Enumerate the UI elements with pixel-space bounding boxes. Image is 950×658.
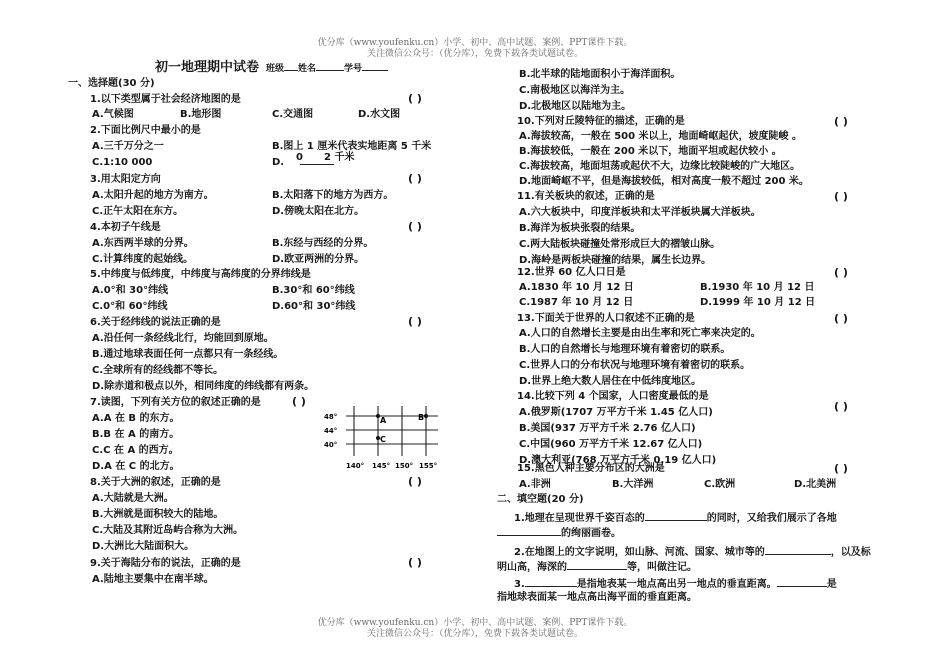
q5-option-b[interactable]: B.30°和 60°纬线: [272, 285, 355, 296]
q14-option-a[interactable]: A.俄罗斯(1707 万平方千米 1.45 亿人口): [519, 407, 713, 418]
q8-option-c[interactable]: C.大陆及其附近岛屿合称为大洲。: [92, 525, 244, 536]
fill-q2-text4: 等，叫做注记。: [627, 562, 697, 573]
q14-option-d[interactable]: D.澳大利亚(768 万平方千米 0.19 亿人口): [519, 455, 717, 466]
fill-q2-line1: [514, 544, 871, 559]
q6-option-a[interactable]: A.沿任何一条经线北行，均能回到原地。: [92, 333, 274, 344]
q6-option-b[interactable]: B.通过地球表面任何一点都只有一条经线。: [92, 349, 284, 360]
q4-option-c[interactable]: C.计算纬度的起始线。: [92, 254, 194, 265]
q1-option-b[interactable]: B.地形图: [180, 109, 222, 120]
q10-stem: 10.下列对丘陵特征的描述，正确的是: [517, 116, 685, 127]
q12-option-b[interactable]: B.1930 年 10 月 12 日: [700, 282, 815, 293]
fill-q3-line1: [514, 576, 837, 591]
q15-stem: 15.黑色人种主要分布区的大洲是: [517, 463, 665, 474]
q9-option-d[interactable]: D.北极地区以陆地为主。: [519, 101, 632, 112]
scale-bar-value: 2 千米: [324, 152, 355, 163]
q4-option-b[interactable]: B.东经与西经的分界。: [272, 238, 374, 249]
watermark-top-line2: 关注微信公众号：（优分库），免费下载各类试题试卷。: [366, 49, 583, 59]
fill-q1-text1: 1.地理在呈现世界千姿百态的: [514, 513, 645, 524]
q12-option-d[interactable]: D.1999 年 10 月 12 日: [700, 297, 816, 308]
fill-q2-blank1[interactable]: [765, 544, 831, 555]
q4-stem: 4.本初子午线是: [90, 222, 161, 233]
section2-heading: 二、填空题(20 分): [497, 494, 584, 505]
q11-option-a[interactable]: A.六大板块中，印度洋板块和太平洋板块属大洋板块。: [519, 207, 761, 218]
q15-option-c[interactable]: C.欧洲: [704, 479, 736, 490]
fill-q1-line2: [497, 525, 621, 540]
q3-option-a[interactable]: A.太阳升起的地方为南方。: [92, 190, 214, 201]
q13-option-b[interactable]: B.人口的自然增长与地理环境有着密切的联系。: [519, 344, 731, 355]
q13-option-d[interactable]: D.世界上绝大数人居住在中低纬度地区。: [519, 376, 702, 387]
q9-option-c[interactable]: C.南极地区以海洋为主。: [519, 85, 631, 96]
q11-stem: 11.有关板块的叙述，正确的是: [517, 191, 655, 202]
point-c-label: C: [380, 435, 386, 444]
fill-q2-line2: [497, 559, 697, 574]
q3-option-b[interactable]: B.太阳落下的地方为西方。: [272, 190, 394, 201]
class-blank[interactable]: [284, 60, 298, 71]
q8-answer-paren[interactable]: ( ): [408, 475, 422, 488]
fill-q2-text3: 明山高，海深的: [497, 562, 567, 573]
fill-q2-text1: 2.在地图上的文字说明，如山脉、河流、国家、城市等的: [514, 547, 765, 558]
q12-answer-paren[interactable]: ( ): [834, 266, 848, 279]
lon-label-150: 150°: [395, 462, 414, 470]
fill-q3-blank1[interactable]: [525, 576, 577, 587]
watermark-bottom-line2: 关注微信公众号：（优分库），免费下载各类试题试卷。: [366, 629, 583, 639]
q10-option-c[interactable]: C.海拔较高，地面坦荡或起伏不大，边缘比较陡峻的广大地区。: [519, 161, 801, 172]
page-title: 初一地理期中试卷: [155, 60, 260, 75]
point-b-label: B: [418, 413, 425, 422]
watermark-bottom-line1: 优分库（www.youfenku.cn）小学、初中、高中试题、案例、PPT课件下载。: [317, 618, 633, 628]
q4-option-d[interactable]: D.欧亚两洲的分界。: [272, 254, 365, 265]
q1-answer-paren[interactable]: ( ): [408, 92, 422, 105]
fill-q1-blank1[interactable]: [645, 510, 707, 521]
name-label: 姓名: [298, 64, 317, 74]
q9-option-b[interactable]: B.北半球的陆地面积小于海洋面积。: [519, 69, 681, 80]
q1-option-d[interactable]: D.水文图: [358, 109, 401, 120]
q3-option-d[interactable]: D.傍晚太阳在北方。: [272, 206, 365, 217]
lat-label-44: 44°: [324, 427, 338, 435]
q2-option-d[interactable]: D.: [272, 157, 285, 168]
name-blank[interactable]: [316, 60, 344, 71]
lon-label-145: 145°: [372, 462, 391, 470]
fill-q2-blank2[interactable]: [567, 559, 627, 570]
q10-option-a[interactable]: A.海拔较高，一般在 500 米以上，地面崎岖起伏，坡度陡峻 。: [519, 131, 803, 142]
q11-option-c[interactable]: C.两大陆板块碰撞处常形成巨大的褶皱山脉。: [519, 239, 721, 250]
fill-q1-text3: 的绚丽画卷。: [561, 528, 621, 539]
fill-q3-blank2[interactable]: [777, 576, 827, 587]
q6-option-c[interactable]: C.全球所有的经线都不等长。: [92, 365, 224, 376]
q6-option-d[interactable]: D.除赤道和极点以外，相同纬度的纬线都有两条。: [92, 381, 315, 392]
student-info: [266, 60, 388, 74]
q8-option-d[interactable]: D.大洲比大陆面积大。: [92, 541, 195, 552]
watermark-top: [0, 38, 950, 60]
q7-stem: 7.读图，下列有关方位的叙述正确的是: [90, 397, 261, 408]
q9-option-a[interactable]: A.陆地主要集中在南半球。: [92, 574, 214, 585]
q12-option-a[interactable]: A.1830 年 10 月 12 日: [519, 282, 634, 293]
watermark-bottom: [0, 618, 950, 640]
q8-option-a[interactable]: A.大陆就是大洲。: [92, 493, 174, 504]
fill-q3-text3: 是: [826, 579, 837, 590]
q5-option-c[interactable]: C.0°和 60°纬线: [92, 301, 168, 312]
q3-answer-paren[interactable]: ( ): [408, 172, 422, 185]
q10-option-b[interactable]: B.海拔较低，一般在 200 米以下，地面平坦或起伏较小 。: [519, 146, 782, 157]
q1-option-c[interactable]: C.交通图: [272, 109, 314, 120]
q3-option-c[interactable]: C.正午太阳在东方。: [92, 206, 184, 217]
q2-option-c[interactable]: C.1:10 000: [92, 157, 153, 168]
q1-stem: 1.以下类型属于社会经济地图的是: [90, 94, 241, 105]
q13-option-c[interactable]: C.世界人口的分布状况与地理环境有着密切的联系。: [519, 360, 751, 371]
q7-option-b[interactable]: B.B 在 A 的南方。: [92, 429, 180, 440]
q7-option-a[interactable]: A.A 在 B 的东方。: [92, 413, 180, 424]
q5-option-a[interactable]: A.0°和 30°纬线: [92, 285, 169, 296]
lat-label-40: 40°: [324, 441, 338, 449]
q14-answer-paren[interactable]: ( ): [834, 400, 848, 413]
q5-option-d[interactable]: D.60°和 30°纬线: [272, 301, 356, 312]
q14-stem: 14.比较下列 4 个国家，人口密度最低的是: [517, 391, 709, 402]
fill-q2-text2: ，以及标: [830, 547, 871, 558]
q9-answer-paren[interactable]: ( ): [408, 556, 422, 569]
q15-answer-paren[interactable]: ( ): [834, 462, 848, 475]
q13-stem: 13.下面关于世界的人口叙述不正确的是: [517, 313, 695, 324]
lat-lon-grid-figure: [322, 404, 440, 472]
q5-stem: 5.中纬度与低纬度，中纬度与高纬度的分界纬线是: [90, 269, 311, 280]
q8-option-b[interactable]: B.大洲就是面积较大的陆地。: [92, 509, 224, 520]
q13-option-a[interactable]: A.人口的自然增长主要是由出生率和死亡率来决定的。: [519, 328, 761, 339]
fill-q1-line1: [514, 510, 837, 525]
q2-stem: 2.下面比例尺中最小的是: [90, 125, 201, 136]
q7-option-d[interactable]: D.A 在 C 的北方。: [92, 461, 180, 472]
fill-q1-text2: 的同时，又给我们展示了各地: [706, 513, 837, 524]
point-a-label: A: [380, 416, 387, 425]
q15-option-a[interactable]: A.非洲: [519, 479, 551, 490]
q14-option-c[interactable]: C.中国(960 万平方千米 12.67 亿人口): [519, 439, 703, 450]
q7-answer-paren[interactable]: ( ): [292, 395, 306, 408]
q12-option-c[interactable]: C.1987 年 10 月 12 日: [519, 297, 634, 308]
fill-q3-line2: 指地球表面某一地点高出海平面的垂直距离。: [497, 592, 697, 603]
q11-answer-paren[interactable]: ( ): [834, 190, 848, 203]
q2-option-b[interactable]: B.图上 1 厘米代表实地距离 5 千米: [272, 141, 432, 152]
class-label: 班级: [266, 64, 285, 74]
q2-option-a[interactable]: A.三千万分之一: [92, 141, 164, 152]
q11-option-b[interactable]: B.海洋为板块张裂的结果。: [519, 223, 641, 234]
number-label: 学号: [344, 64, 363, 74]
fill-q3-text1: 3.: [514, 579, 525, 590]
watermark-top-line1: 优分库（www.youfenku.cn）小学、初中、高中试题、案例、PPT课件下载。: [317, 38, 633, 48]
lon-label-140: 140°: [346, 462, 365, 470]
q3-stem: 3.用太阳定方向: [90, 174, 161, 185]
q1-option-a[interactable]: A.气候图: [92, 109, 134, 120]
q8-stem: 8.关于大洲的叙述，正确的是: [90, 477, 221, 488]
number-blank[interactable]: [362, 60, 388, 71]
q4-option-a[interactable]: A.东西两半球的分界。: [92, 238, 194, 249]
q14-option-b[interactable]: B.美国(937 万平方千米 2.76 亿人口): [519, 423, 696, 434]
q11-option-d[interactable]: D.海岭是两板块碰撞的结果，属生长边界。: [519, 255, 712, 266]
q6-answer-paren[interactable]: ( ): [408, 315, 422, 328]
scale-bar-zero: 0: [296, 152, 303, 163]
q15-option-d[interactable]: D.北美洲: [794, 479, 837, 490]
lat-label-48: 48°: [324, 413, 338, 421]
fill-q3-text2: 是指地表某一地点高出另一地点的垂直距离。: [576, 579, 777, 590]
q12-stem: 12.世界 60 亿人口日是: [517, 267, 626, 278]
q9-stem: 9.关于海陆分布的说法，正确的是: [90, 558, 241, 569]
q4-answer-paren[interactable]: ( ): [408, 220, 422, 233]
section1-heading: 一、选择题(30 分): [68, 78, 155, 89]
lon-label-155: 155°: [419, 462, 438, 470]
q13-answer-paren[interactable]: ( ): [834, 312, 848, 325]
scale-bar-line: [300, 164, 334, 165]
fill-q1-blank2[interactable]: [497, 525, 561, 536]
q10-option-d[interactable]: D.地面崎岖不平，但是海拔较低，相对高度一般不超过 200 米。: [519, 176, 809, 187]
q7-option-c[interactable]: C.C 在 A 的西方。: [92, 445, 179, 456]
q15-option-b[interactable]: B.大洋洲: [612, 479, 654, 490]
q10-answer-paren[interactable]: ( ): [834, 115, 848, 128]
q6-stem: 6.关于经纬线的说法正确的是: [90, 317, 221, 328]
